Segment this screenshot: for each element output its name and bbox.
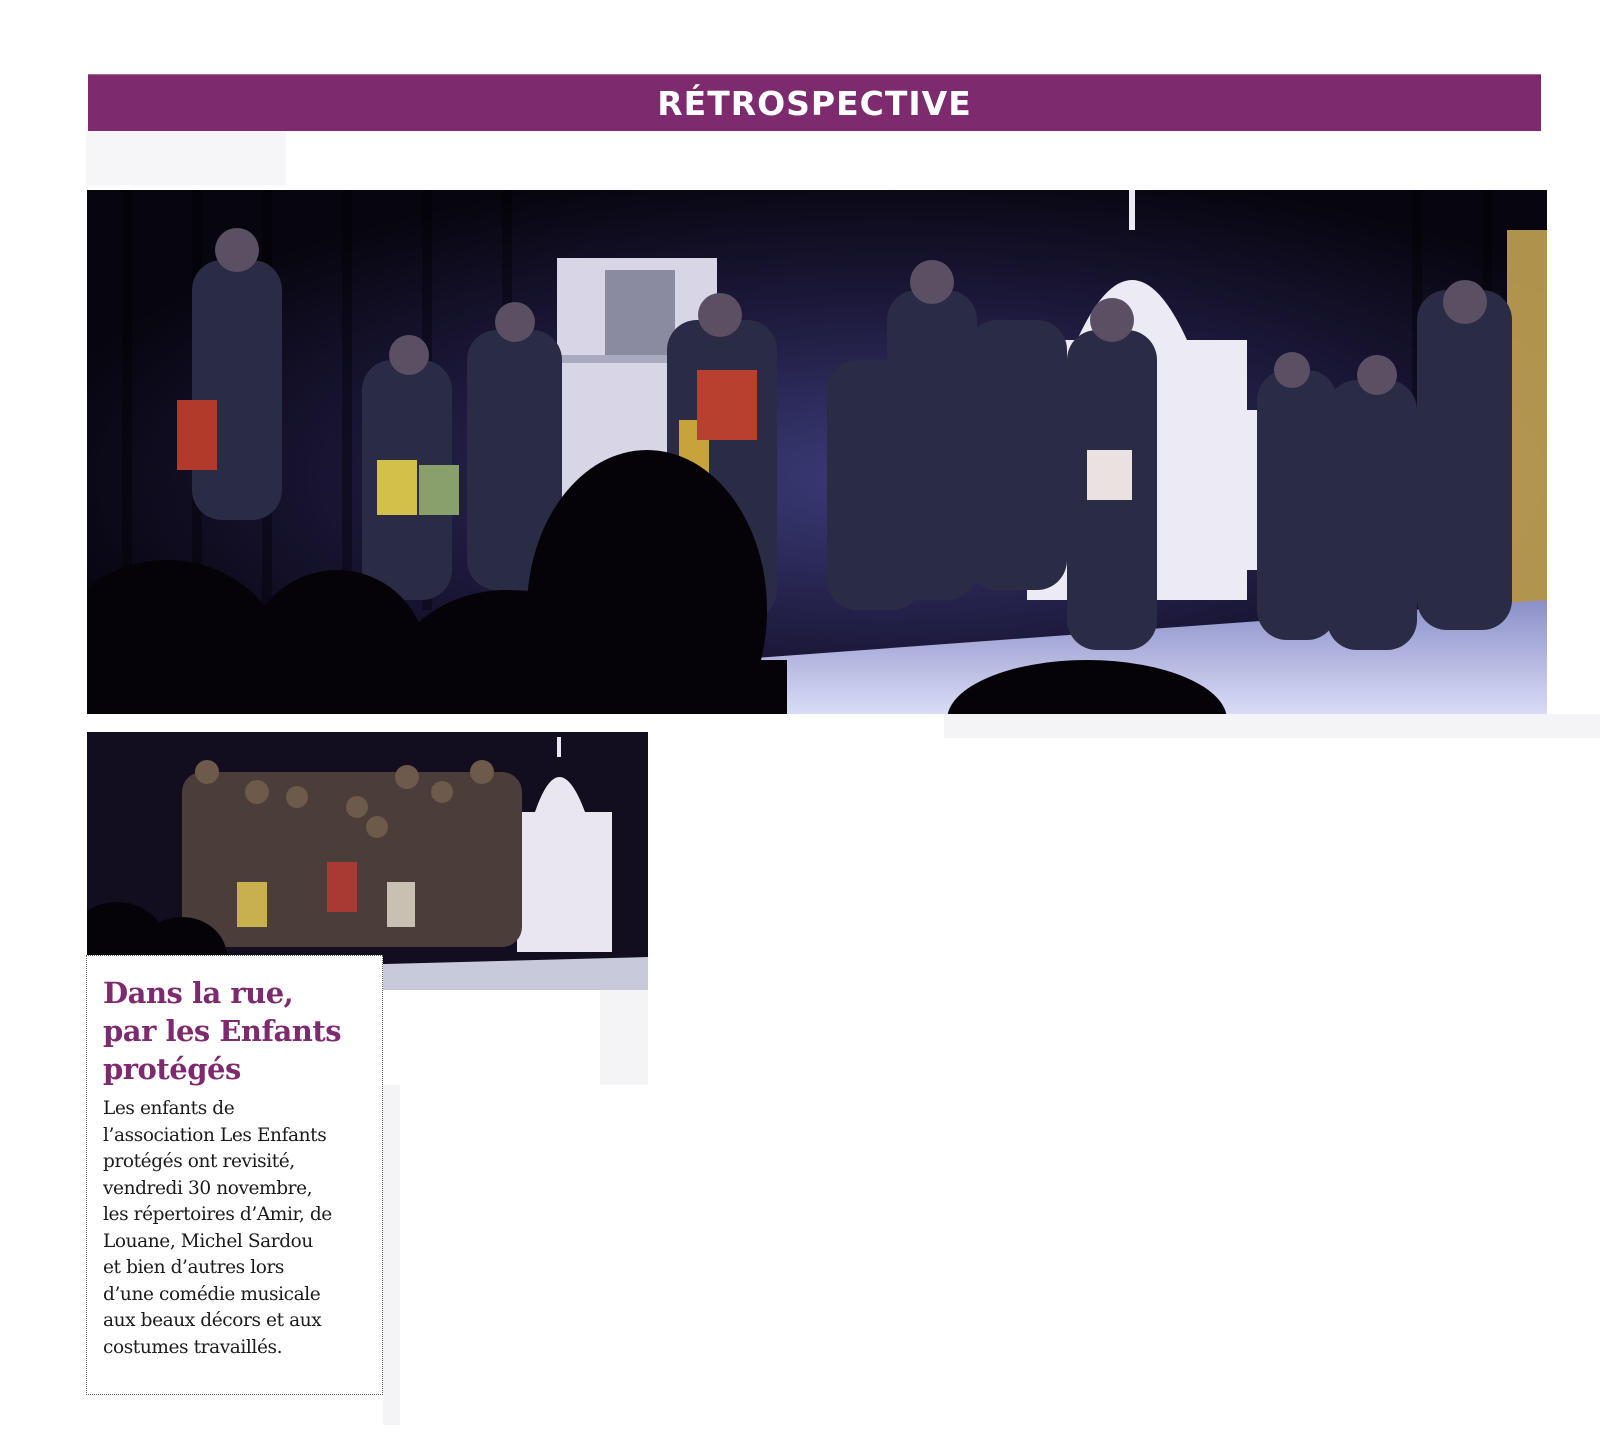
article-body-line: vendredi 30 novembre, [103, 1177, 313, 1199]
article-caption-box [86, 955, 383, 1395]
stage-photo-main [87, 190, 1547, 714]
article-body [103, 1096, 370, 1361]
stage-photo-group [87, 732, 648, 990]
article-body-line: protégés ont revisité, [103, 1151, 295, 1172]
article-title [103, 974, 370, 1088]
article-title-line: par les Enfants [103, 1014, 342, 1048]
paper-fragment [600, 990, 648, 1085]
article-body-line: Louane, Michel Sardou [103, 1230, 313, 1252]
article-body-line: costumes travaillés. [103, 1336, 283, 1358]
article-body-line: d’une comédie musicale [103, 1283, 321, 1305]
article-body-line: aux beaux décors et aux [103, 1310, 322, 1331]
article-body-line: Les enfants de [103, 1098, 235, 1119]
paper-fragment [383, 1085, 400, 1425]
section-header-band [88, 74, 1541, 131]
article-body-line: les répertoires d’Amir, de [103, 1204, 332, 1225]
article-body-line: et bien d’autres lors [103, 1257, 285, 1278]
article-title-line: protégés [103, 1052, 241, 1086]
article-body-line: l’association Les Enfants [103, 1124, 327, 1146]
article-title-line: Dans la rue, [103, 976, 294, 1010]
paper-fragment [944, 714, 1600, 738]
paper-fragment [86, 125, 286, 185]
section-title: RÉTROSPECTIVE [657, 83, 972, 123]
